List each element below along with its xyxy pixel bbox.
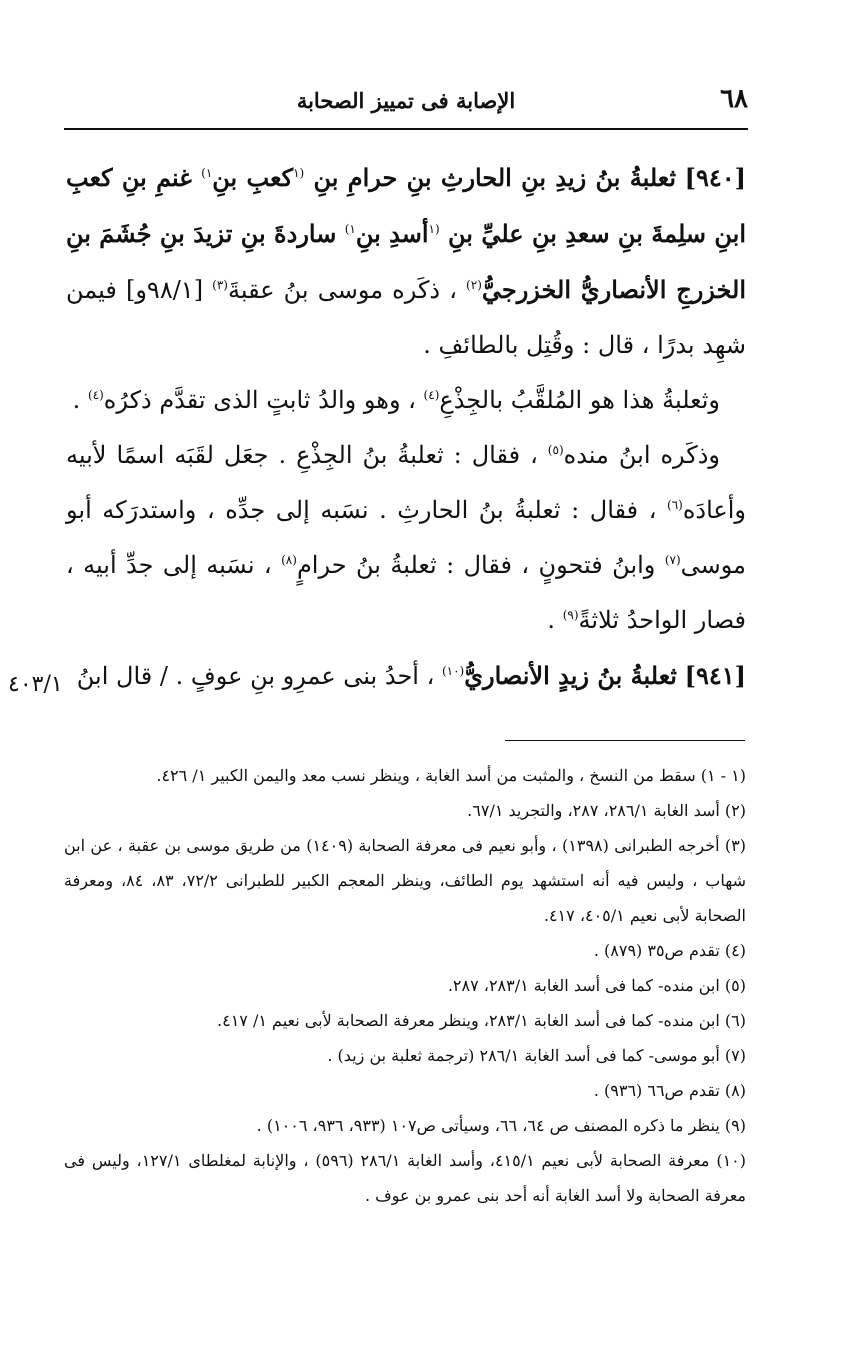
text-segment: وابنُ فتحونٍ ، فقال : ثعلبةُ بنُ حرامٍ: [296, 551, 665, 579]
margin-reference: ٤٠٣/١: [8, 672, 63, 697]
entry-number: [٩٤٠]: [684, 163, 746, 192]
text-segment: أسدِ بنِ: [355, 219, 429, 248]
footnote: (٦) ابن منده- كما فى أسد الغابة ٢٨٣/١، وينظر معرفة الصحابة لأبى نعيم ١/ ٤١٧.: [217, 1011, 746, 1030]
paragraph: [66, 428, 746, 648]
footnote-marker: (٧): [664, 553, 681, 567]
footnote: (٣) أخرجه الطبرانى (١٣٩٨) ، وأبو نعيم فى معرفة الصحابة (١٤٠٩) من طريق موسى بن عقبة ، عن ابن شهاب ، وليس فيه أنه استشهد يوم الطائف، وينظر المعجم الكبير للطبرانى ٧٢/٢، ٨٣، ٨٤، ومعرفة الصحابة لأبى نعيم ٤٠٥/١، ٤١٧.: [64, 836, 747, 925]
footnote-marker: (١: [293, 166, 305, 180]
footnote-marker: (١٠): [441, 664, 465, 678]
entry-940: [66, 150, 746, 373]
text-segment: ساردةَ بنِ تزيدَ بنِ جُشَمَ بنِ الخزرجِ الأنصاريُّ الخزرجيُّ: [66, 219, 746, 304]
footnote: (٢) أسد الغابة ٢٨٦/١، ٢٨٧، والتجريد ٦٧/١.: [467, 801, 746, 820]
footnote: (١ - ١) سقط من النسخ ، والمثبت من أسد الغابة ، وينظر نسب معد واليمن الكبير ١/ ٤٢٦.: [156, 766, 746, 785]
text-segment: [٩٨/١و] فيمن شهِد بدرًا ، قال : وقُتِل بالطائفِ .: [66, 276, 746, 359]
footnote: (١٠) معرفة الصحابة لأبى نعيم ٤١٥/١، وأسد الغابة ٢٨٦/١ (٥٩٦) ، والإنابة لمغلطاى ١٢٧/١، وليس فى معرفة الصحابة ولا أسد الغابة أنه أحد بنى عمرو بن عوف .: [64, 1151, 747, 1205]
footnote-marker: ١): [201, 166, 213, 180]
entry-number: [٩٤١]: [684, 661, 746, 690]
footnote-marker: (٢): [466, 278, 482, 292]
text-segment: ، فقال : ثعلبةُ بنُ الجِذْعِ . جعَل لقَبَه اسمًا لأبيه وأعادَه: [66, 441, 746, 524]
text-segment: ، فقال : ثعلبةُ بنُ الحارثِ . نسَبه إلى جدِّه ، واستدرَكه أبو موسى: [66, 496, 747, 579]
footnote-marker: (٩): [562, 608, 579, 622]
entry-body: [77, 662, 677, 690]
footnote-marker: (٤): [423, 388, 440, 402]
footnote: (٤) تقدم ص٣٥ (٨٧٩) .: [593, 941, 746, 960]
footnote-marker: (٦): [667, 498, 683, 512]
footnotes: [64, 758, 746, 1213]
text-segment: .: [72, 386, 88, 414]
text-segment: وذكَره ابنُ منده: [563, 441, 720, 469]
footnote-marker: (٣): [212, 278, 228, 292]
footnote: (٨) تقدم ص٦٦ (٩٣٦) .: [593, 1081, 746, 1100]
entry-body: [66, 164, 746, 359]
text-segment: ، أحدُ بنى عمرِو بنِ عوفٍ . / قال ابنُ: [76, 662, 442, 690]
footnote: (٥) ابن منده- كما فى أسد الغابة ٢٨٣/١، ٢٨٧.: [447, 976, 746, 995]
footnote-marker: (١: [428, 222, 440, 236]
main-text: [66, 150, 746, 704]
text-segment: غنمِ بنِ كعبِ ابنِ سلِمةَ بنِ سعدِ بنِ عليِّ بنِ: [66, 163, 746, 248]
text-segment: كعبِ بنِ: [212, 163, 294, 192]
text-segment: ، ذكَره موسى بنُ عقبةَ: [227, 276, 467, 304]
text-segment: ثعلبةُ بنُ زيدٍ الأنصاريُّ: [464, 661, 677, 690]
footnote-marker: ١): [344, 222, 356, 236]
text-segment: ثعلبةُ بنُ زيدِ بنِ الحارثِ بنِ حرامِ بنِ: [304, 163, 677, 192]
page-header: [64, 80, 748, 126]
page-number: ٦٨: [720, 84, 748, 114]
footnote-marker: (٥): [547, 443, 564, 457]
footnote: (٧) أبو موسى- كما فى أسد الغابة ٢٨٦/١ (ترجمة ثعلبة بن زيد) .: [327, 1046, 746, 1065]
text-segment: ، وهو والدُ ثابتٍ الذى تقدَّم ذكرُه: [103, 386, 424, 414]
entry-941: [66, 648, 746, 704]
paragraph: [66, 373, 746, 428]
text-segment: .: [547, 606, 563, 634]
footnote: (٩) ينظر ما ذكره المصنف ص ٦٤، ٦٦، وسيأتى ص١٠٧ (٩٣٣، ٩٣٦، ١٠٠٦) .: [256, 1116, 746, 1135]
header-rule: [64, 128, 748, 130]
text-segment: وثعلبةُ هذا هو المُلقَّبُ بالجِذْعِ: [439, 386, 720, 414]
running-title: الإصابة فى تمييز الصحابة: [296, 88, 516, 113]
footnote-separator: [505, 740, 745, 741]
text-segment: ، نسَبه إلى جدِّ أبيه ، فصار الواحدُ ثلاثةً: [66, 551, 746, 634]
footnote-marker: (٤): [87, 388, 104, 402]
footnote-marker: (٨): [281, 553, 297, 567]
